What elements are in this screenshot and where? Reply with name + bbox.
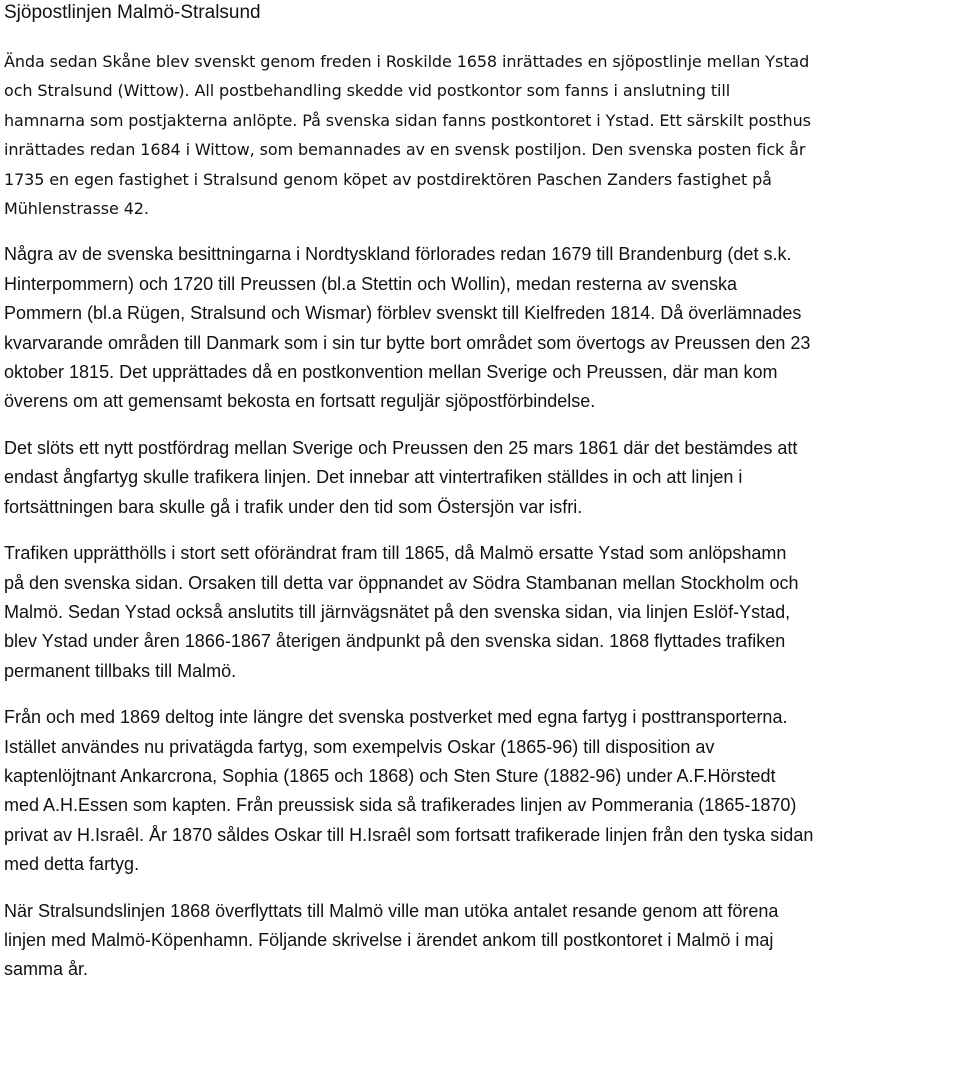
paragraph-5: [4, 703, 956, 879]
text-line: Trafiken upprätthölls i stort sett oförändrat fram till 1865, då Malmö ersatte Ystad som anlöpshamn: [4, 543, 787, 564]
text-line: Istället användes nu privatägda fartyg, som exempelvis Oskar (1865-96) till disposition av: [4, 736, 715, 757]
text-line: fortsättningen bara skulle gå i trafik under den tid som Östersjön var isfri.: [4, 496, 583, 517]
paragraph-4: [4, 539, 956, 686]
paragraph-2: [4, 240, 956, 416]
document-title: Sjöpostlinjen Malmö-Stralsund: [4, 2, 261, 23]
text-line: och Stralsund (Wittow). All postbehandling skedde vid postkontor som fanns i anslutning till: [4, 81, 731, 101]
text-line: blev Ystad under åren 1866-1867 återigen ändpunkt på den svenska sidan. 1868 flyttades trafiken: [4, 631, 786, 652]
text-line: privat av H.Israêl. År 1870 såldes Oskar till H.Israêl som fortsatt trafikerade linjen från den tyska sidan: [4, 824, 814, 845]
text-line: oktober 1815. Det upprättades då en postkonvention mellan Sverige och Preussen, där man kom: [4, 362, 778, 383]
text-line: samma år.: [4, 959, 89, 980]
document-page: [4, 0, 956, 985]
text-line: Mühlenstrasse 42.: [4, 199, 149, 219]
text-line: kaptenlöjtnant Ankarcrona, Sophia (1865 och 1868) och Sten Sture (1882-96) under A.F.Hörstedt: [4, 765, 776, 786]
text-line: Hinterpommern) och 1720 till Preussen (bl.a Stettin och Wollin), medan resterna av svenska: [4, 273, 738, 294]
text-line: 1735 en egen fastighet i Stralsund genom köpet av postdirektören Paschen Zanders fastighet på: [4, 169, 772, 189]
paragraph-6: [4, 897, 956, 985]
text-line: Några av de svenska besittningarna i Nordtyskland förlorades redan 1679 till Brandenburg (det s.k.: [4, 244, 792, 265]
text-line: linjen med Malmö-Köpenhamn. Följande skrivelse i ärendet ankom till postkontoret i Malmö i maj: [4, 929, 774, 950]
paragraph-3: [4, 434, 956, 522]
text-line: hamnarna som postjakterna anlöpte. På svenska sidan fanns postkontoret i Ystad. Ett särskilt posthus: [4, 110, 811, 130]
text-line: inrättades redan 1684 i Wittow, som bemannades av en svensk postiljon. Den svenska posten fick år: [4, 140, 806, 160]
text-line: på den svenska sidan. Orsaken till detta var öppnandet av Södra Stambanan mellan Stockholm och: [4, 572, 799, 593]
text-line: Ända sedan Skåne blev svenskt genom freden i Roskilde 1658 inrättades en sjöpostlinje mellan Ystad: [4, 52, 810, 71]
text-line: Det slöts ett nytt postfördrag mellan Sverige och Preussen den 25 mars 1861 där det bestämdes att: [4, 437, 798, 458]
text-line: överens om att gemensamt bekosta en fortsatt reguljär sjöpostförbindelse.: [4, 391, 596, 412]
text-line: endast ångfartyg skulle trafikera linjen. Det innebar att vintertrafiken ställdes in och att linjen i: [4, 467, 743, 488]
text-line: Malmö. Sedan Ystad också anslutits till järnvägsnätet på den svenska sidan, via linjen Eslöf-Ystad,: [4, 601, 791, 622]
text-line: permanent tillbaks till Malmö.: [4, 660, 237, 681]
paragraph-1: [4, 47, 956, 223]
text-line: med A.H.Essen som kapten. Från preussisk sida så trafikerades linjen av Pommerania (1865-1870): [4, 795, 797, 816]
text-line: När Stralsundslinjen 1868 överflyttats till Malmö ville man utöka antalet resande genom att förena: [4, 900, 779, 921]
text-line: Pommern (bl.a Rügen, Stralsund och Wismar) förblev svenskt till Kielfreden 1814. Då överlämnades: [4, 303, 802, 324]
text-line: Från och med 1869 deltog inte längre det svenska postverket med egna fartyg i posttransporterna.: [4, 707, 788, 728]
text-line: med detta fartyg.: [4, 854, 140, 875]
text-line: kvarvarande områden till Danmark som i sin tur bytte bort området som övertogs av Preussen den 23: [4, 332, 811, 353]
